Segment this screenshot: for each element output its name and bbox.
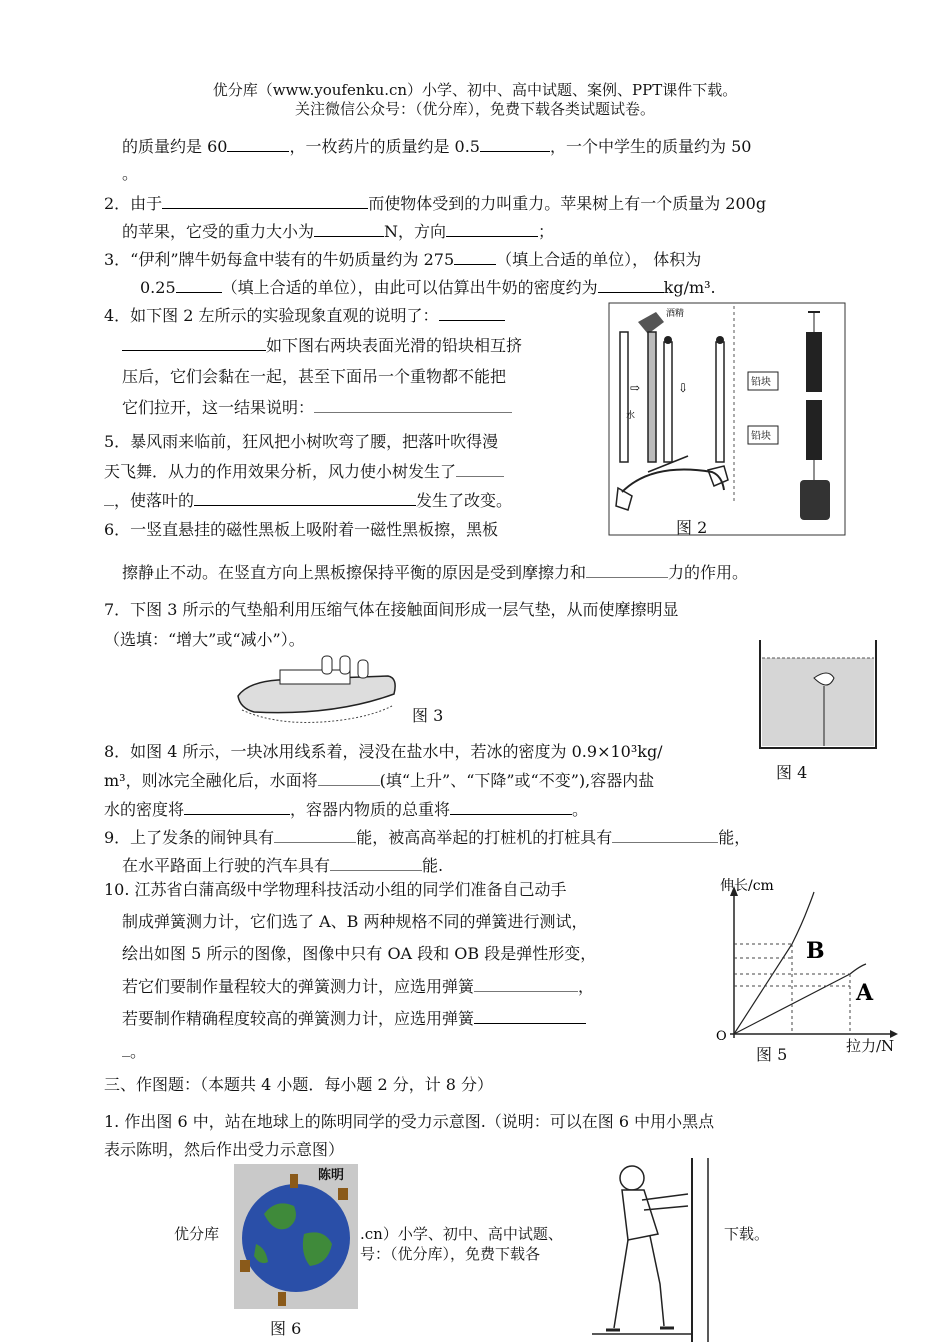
fig6-name: 陈明 — [318, 1168, 345, 1183]
q9-line-1 — [104, 828, 750, 848]
blank[interactable] — [314, 398, 512, 413]
blank[interactable] — [446, 222, 538, 237]
footer-mid1: .cn）小学、初中、高中试题、 — [360, 1225, 563, 1243]
footer-right: 下载。 — [724, 1225, 770, 1243]
header-line-1: 优分库（www.youfenku.cn）小学、初中、高中试题、案例、PPT课件下载。 — [212, 81, 738, 99]
blank[interactable] — [318, 771, 380, 786]
q9-line-2 — [122, 856, 443, 876]
q3-b: （填上合适的单位）， 体积为 — [496, 250, 702, 269]
q4-line-4 — [122, 398, 512, 418]
section3-q1a: 1. 作出图 6 中，站在地球上的陈明同学的受力示意图.（说明：可以在图 6 中用小黑点 — [104, 1112, 715, 1131]
q2-a: 2．由于 — [104, 194, 163, 213]
q3-line-2 — [140, 278, 716, 298]
fig5-xlabel: 拉力/N — [846, 1037, 895, 1055]
blank[interactable] — [586, 563, 668, 578]
fig5-label-a: A — [856, 980, 874, 1006]
q6-c: 力的作用。 — [668, 563, 749, 582]
blank[interactable] — [612, 828, 718, 843]
q10-b: 制成弹簧测力计，它们选了 A、B 两种规格不同的弹簧进行测试， — [122, 912, 588, 931]
blank[interactable] — [104, 491, 114, 506]
q8-a: 8．如图 4 所示，一块冰用线系着，浸没在盐水中，若冰的密度为 0.9×10³kg/ — [104, 742, 663, 761]
figure-2-illustration — [608, 302, 846, 538]
q10-a: 10. 江苏省白蒲高级中学物理科技活动小组的同学们准备自己动手 — [104, 880, 567, 899]
header-line-2: 关注微信公众号：（优分库），免费下载各类试题试卷。 — [294, 100, 655, 118]
q10-c: 绘出如图 5 所示的图像，图像中只有 OA 段和 OB 段是弹性形变， — [122, 944, 597, 963]
blank[interactable] — [454, 250, 496, 265]
footer-left: 优分库 — [174, 1225, 220, 1243]
q4-d: 它们拉开，这一结果说明： — [122, 398, 315, 417]
section3-title: 三、作图题：（本题共 4 小题．每小题 2 分，计 8 分） — [104, 1075, 494, 1094]
figure-5-caption: 图 5 — [756, 1045, 788, 1064]
q1-a: 的质量约是 60 — [122, 137, 228, 156]
q6-b: 擦静止不动。在竖直方向上黑板擦保持平衡的原因是受到摩擦力和 — [122, 563, 587, 582]
q10-d: 若它们要制作量程较大的弹簧测力计，应选用弹簧 — [122, 977, 475, 996]
fig2-label-lead1: 铅块 — [751, 377, 771, 388]
q1-line — [122, 137, 751, 157]
blank[interactable] — [330, 856, 422, 871]
blank[interactable] — [439, 306, 505, 321]
q3-e: kg/m³. — [663, 278, 716, 297]
q2-line-2 — [122, 222, 554, 242]
figure-4-caption: 图 4 — [776, 763, 808, 782]
blank[interactable] — [122, 1042, 130, 1057]
q2-d: N，方向 — [384, 222, 447, 241]
q8-line-3 — [104, 800, 588, 820]
q4-b: 如下图右两块表面光滑的铅块相互挤 — [266, 336, 523, 355]
q9-b: 能，被高高举起的打桩机的打桩具有 — [356, 828, 613, 847]
q3-c: 0.25 — [140, 278, 176, 297]
q4-line-2 — [122, 336, 522, 356]
q3-line-1 — [104, 250, 701, 270]
q5-b: 天飞舞．从力的作用效果分析，风力使小树发生了 — [104, 462, 457, 481]
blank[interactable] — [480, 137, 550, 152]
q10-line-4 — [122, 977, 594, 997]
figure-5-graph — [700, 878, 910, 1044]
blank[interactable] — [176, 278, 222, 293]
q2-line-1 — [104, 194, 766, 214]
figure-3-caption: 图 3 — [412, 706, 444, 725]
q1-b: ，一枚药片的质量约是 0.5 — [289, 137, 480, 156]
q1-end: 。 — [122, 164, 139, 183]
q9-e: 能. — [422, 856, 444, 875]
q4-line-1 — [104, 306, 505, 326]
blank[interactable] — [474, 1009, 586, 1024]
fig5-origin: O — [716, 1029, 727, 1044]
q9-c: 能， — [718, 828, 751, 847]
q1-c: ，一个中学生的质量约为 50 — [550, 137, 752, 156]
figure-4-beaker — [752, 636, 882, 754]
q4-a: 4．如下图 2 左所示的实验现象直观的说明了： — [104, 306, 439, 325]
q8-d: 水的密度将 — [104, 800, 185, 819]
q10-e: ， — [578, 977, 595, 996]
q5-c: ，使落叶的 — [114, 491, 195, 510]
blank[interactable] — [162, 194, 368, 209]
q2-e: ； — [538, 222, 555, 241]
q8-c: (填“上升”、“下降”或“不变”),容器内盐 — [379, 771, 655, 790]
q10-line-6 — [122, 1042, 146, 1062]
q5-d: 发生了改变。 — [416, 491, 513, 510]
q7-a: 7．下图 3 所示的气垫船利用压缩气体在接触面间形成一层气垫，从而使摩擦明显 — [104, 600, 679, 619]
blank[interactable] — [474, 977, 578, 992]
q8-e: ，容器内物质的总重将 — [290, 800, 451, 819]
fig2-label-water: 水 — [626, 411, 636, 421]
fig5-label-b: B — [806, 938, 825, 964]
fig2-label-alcohol: 酒精 — [666, 309, 685, 319]
q8-f: 。 — [572, 800, 589, 819]
blank[interactable] — [450, 800, 572, 815]
svg-text:⇩: ⇩ — [678, 381, 689, 395]
figure-2-caption: 图 2 — [676, 518, 708, 537]
q9-a: 9．上了发条的闹钟具有 — [104, 828, 275, 847]
fig5-ylabel: 伸长/cm — [720, 878, 774, 894]
figure-7-person-pushing-wall — [592, 1156, 712, 1342]
section3-q1b: 表示陈明，然后作出受力示意图） — [104, 1140, 345, 1159]
q6-line-2 — [122, 563, 748, 583]
q10-g: 。 — [130, 1042, 147, 1061]
q9-d: 在水平路面上行驶的汽车具有 — [122, 856, 331, 875]
blank[interactable] — [274, 828, 356, 843]
blank[interactable] — [598, 278, 664, 293]
blank[interactable] — [227, 137, 289, 152]
q3-d: （填上合适的单位），由此可以估算出牛奶的密度约为 — [221, 278, 598, 297]
q8-b: m³，则冰完全融化后，水面将 — [104, 771, 318, 790]
q5-line-2 — [104, 462, 504, 482]
blank[interactable] — [194, 491, 416, 506]
fig2-label-lead2: 铅块 — [751, 431, 771, 442]
q5-a: 5．暴风雨来临前，狂风把小树吹弯了腰，把落叶吹得漫 — [104, 432, 499, 451]
q5-line-3 — [104, 491, 512, 511]
svg-text:⇨: ⇨ — [630, 381, 641, 395]
q8-line-2 — [104, 771, 654, 791]
blank[interactable] — [314, 222, 384, 237]
q2-c: 的苹果，它受的重力大小为 — [122, 222, 315, 241]
figure-3-hovercraft — [232, 650, 402, 730]
q3-a: 3．“伊利”牌牛奶每盒中装有的牛奶质量约为 275 — [104, 250, 455, 269]
q4-c: 压后，它们会黏在一起，甚至下面吊一个重物都不能把 — [122, 367, 507, 386]
blank[interactable] — [456, 462, 504, 477]
q10-f: 若要制作精确程度较高的弹簧测力计，应选用弹簧 — [122, 1009, 475, 1028]
q6-a: 6．一竖直悬挂的磁性黑板上吸附着一磁性黑板擦，黑板 — [104, 520, 499, 539]
footer-mid2: 号：（优分库），免费下载各 — [360, 1245, 541, 1263]
q2-b: 而使物体受到的力叫重力。苹果树上有一个质量为 200g — [368, 194, 767, 213]
q10-line-5 — [122, 1009, 586, 1029]
figure-6-caption: 图 6 — [270, 1319, 302, 1338]
blank[interactable] — [122, 336, 266, 351]
q7-b: （选填：“增大”或“减小”）。 — [104, 630, 305, 649]
blank[interactable] — [184, 800, 290, 815]
